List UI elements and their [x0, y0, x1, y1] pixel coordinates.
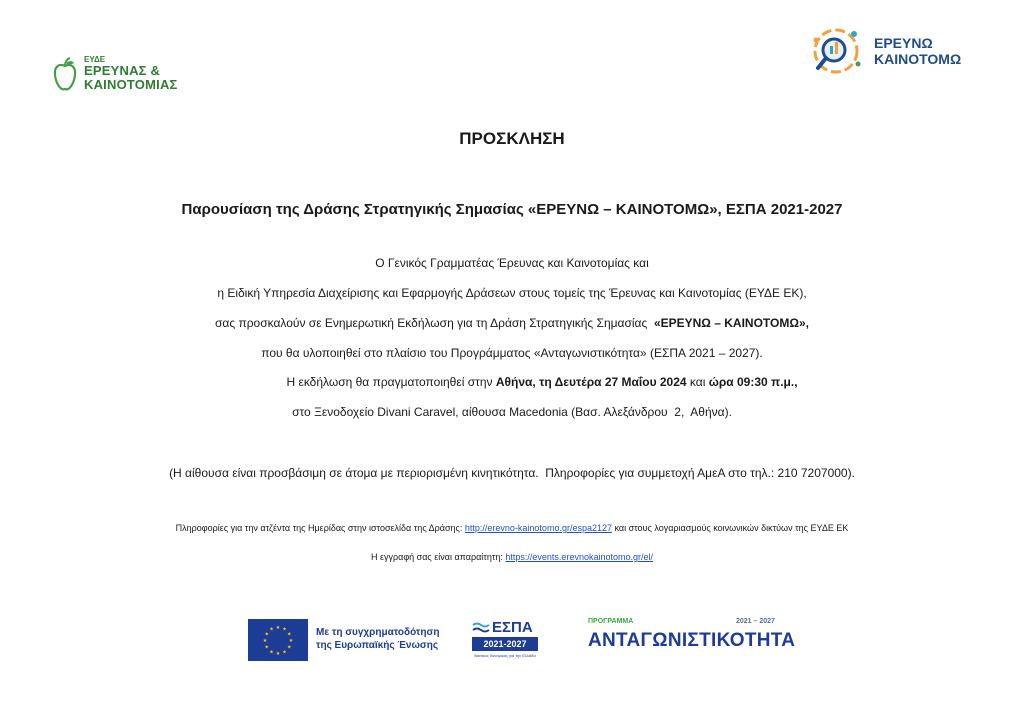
- page-title: ΠΡΟΣΚΛΗΣΗ: [459, 129, 565, 148]
- body-line-1: Ο Γενικός Γραμματέας Έρευνας και Καινοτομίας και: [375, 256, 649, 270]
- eu-star-icon: ★: [282, 626, 287, 633]
- eu-star-icon: ★: [288, 638, 294, 644]
- logo-line-kainotomo: ΚΑΙΝΟΤΟΜΩ: [874, 51, 962, 67]
- magnifier-gear-icon: [808, 24, 868, 80]
- logo-line-eyde: ΕΥΔΕ: [84, 55, 106, 64]
- logo-line-erevno: ΕΡΕΥΝΩ: [874, 35, 933, 51]
- eu-star-icon: ★: [287, 644, 292, 651]
- registration-link[interactable]: https://events.erevnokainotomo.gr/el/: [505, 552, 653, 562]
- event-intro: Η εκδήλωση θα πραγματοποιηθεί στην: [286, 375, 496, 389]
- event-place: Αθήνα: [495, 375, 533, 389]
- event-date: τη Δευτέρα 27 Μαΐου 2024: [539, 375, 687, 389]
- programme-label: ΠΡΟΓΡΑΜΜΑ: [588, 618, 634, 625]
- event-and: και: [686, 375, 709, 389]
- espa-tagline: Βασικός δυναμικός για την Ελλάδα: [474, 653, 536, 658]
- eu-star-icon: ★: [275, 625, 281, 631]
- erevno-kainotomo-logo: [808, 24, 978, 80]
- logo-line-innovation: ΚΑΙΝΟΤΟΜΙΑΣ: [84, 77, 178, 92]
- programme-years: 2021 – 2027: [736, 618, 775, 625]
- programme-name: ΑΝΤΑΓΩΝΙΣΤΙΚΟΤΗΤΑ: [588, 630, 796, 651]
- event-subtitle: Παρουσίαση της Δράσης Στρατηγικής Σημασίας «ΕΡΕΥΝΩ – ΚΑΙΝΟΤΟΜΩ», ΕΣΠΑ 2021-2027: [181, 201, 843, 218]
- eu-star-icon: ★: [264, 644, 269, 651]
- eu-star-icon: ★: [275, 651, 281, 657]
- espa-logo: [472, 619, 540, 661]
- agenda-info-prefix: Πληροφορίες για την ατζέντα της Ημερίδας στην ιστοσελίδα της Δράσης:: [175, 523, 465, 533]
- apple-icon: [52, 57, 78, 93]
- eu-text-line-1: Με τη συγχρηματοδότηση: [316, 627, 440, 638]
- eu-flag-icon: [248, 619, 308, 661]
- eu-star-icon: ★: [269, 649, 274, 656]
- event-time: ώρα 09:30 π.μ.,: [708, 375, 798, 389]
- eu-stars-icon: [248, 619, 308, 661]
- eu-star-icon: ★: [282, 649, 287, 656]
- espa-years: 2021-2027: [472, 637, 538, 651]
- espa-label: ΕΣΠΑ: [492, 619, 533, 636]
- eu-star-icon: ★: [264, 631, 269, 638]
- action-name: «ΕΡΕΥΝΩ – ΚΑΙΝΟΤΟΜΩ»,: [653, 316, 809, 330]
- venue-line: στο Ξενοδοχείο Divani Caravel, αίθουσα Macedonia (Βασ. Αλεξάνδρου 2, Αθήνα).: [292, 405, 732, 419]
- eu-cofunding-text: [316, 626, 439, 652]
- eu-star-icon: ★: [269, 626, 274, 633]
- registration-line: [0, 552, 1024, 562]
- body-line-4: που θα υλοποιηθεί στο πλαίσιο του Προγράμματος «Ανταγωνιστικότητα» (ΕΣΠΑ 2021 – 2027).: [261, 346, 763, 360]
- eu-star-icon: ★: [262, 638, 268, 644]
- agenda-info-line: [0, 523, 1024, 533]
- event-details-line: [30, 375, 1024, 389]
- event-separator: ,: [532, 375, 540, 389]
- espa-waves-icon: [472, 621, 490, 635]
- body-line-3: [0, 316, 1024, 330]
- eu-star-icon: ★: [287, 631, 292, 638]
- accessibility-note: (Η αίθουσα είναι προσβάσιμη σε άτομα με περιορισμένη κινητικότητα. Πληροφορίες για συμμετοχή ΑμεΑ στο τηλ.: 210 7207000).: [169, 466, 855, 480]
- eyde-logo: [52, 55, 192, 99]
- agenda-info-suffix: και στους λογαριασμούς κοινωνικών δικτύων της ΕΥΔΕ ΕΚ: [611, 523, 849, 533]
- eu-text-line-2: της Ευρωπαϊκής Ένωσης: [316, 640, 439, 651]
- logo-line-research: ΕΡΕΥΝΑΣ &: [84, 63, 161, 78]
- competitiveness-programme-logo: [588, 618, 796, 662]
- body-line-2: η Ειδική Υπηρεσία Διαχείρισης και Εφαρμογής Δράσεων στους τομείς της Έρευνας και Καινοτομίας (ΕΥΔΕ ΕΚ),: [217, 286, 807, 300]
- registration-prefix: Η εγγραφή σας είναι απαραίτητη:: [370, 552, 506, 562]
- invitation-text: σας προσκαλούν σε Ενημερωτική Εκδήλωση για τη Δράση Στρατηγικής Σημασίας: [214, 316, 654, 330]
- agenda-link[interactable]: http://erevno-kainotomo.gr/espa2127: [464, 523, 612, 533]
